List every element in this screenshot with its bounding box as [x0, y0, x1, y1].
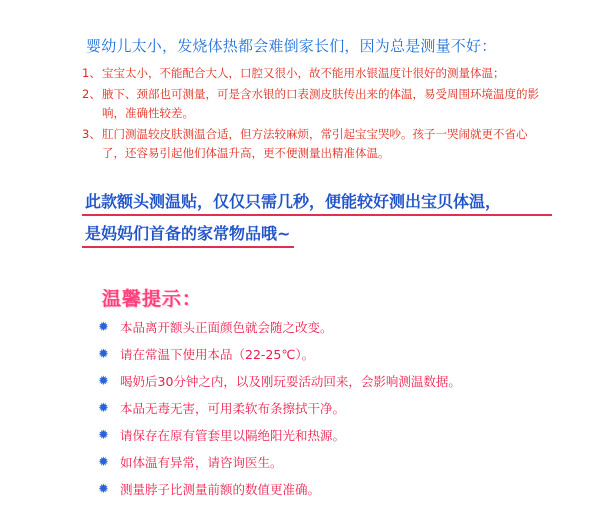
- tip-item: [98, 341, 548, 368]
- highlight-line-2: 是妈妈们首备的家常物品哦~: [82, 222, 294, 248]
- tip-text: 测量脖子比测量前额的数值更准确。: [120, 482, 321, 497]
- tip-item: [98, 476, 548, 503]
- star-bullet-icon: ✹: [98, 347, 109, 362]
- tip-item: [98, 449, 548, 476]
- reason-item: [82, 64, 544, 83]
- reason-item: [82, 125, 544, 163]
- tip-text: 请保存在原有管套里以隔绝阳光和热源。: [120, 428, 346, 443]
- tips-heading: 温馨提示：: [102, 288, 203, 310]
- tip-item: [98, 422, 548, 449]
- star-bullet-icon: ✹: [98, 455, 109, 470]
- tip-text: 请在常温下使用本品（22-25℃）。: [120, 347, 315, 362]
- tip-item: [98, 314, 548, 341]
- highlight-line-1: 此款额头测温贴，仅仅只需几秒，便能较好测出宝贝体温，: [82, 190, 552, 216]
- tip-text: 本品无毒无害，可用柔软布条擦拭干净。: [120, 401, 346, 416]
- tip-text: 如体温有异常，请咨询医生。: [120, 455, 283, 470]
- star-bullet-icon: ✹: [98, 374, 109, 389]
- reason-number: 3、: [82, 127, 101, 141]
- reasons-list: [82, 64, 544, 165]
- reason-number: 2、: [82, 87, 101, 101]
- star-bullet-icon: ✹: [98, 482, 109, 497]
- tip-text: 喝奶后30分钟之内，以及刚玩耍活动回来，会影响测温数据。: [120, 374, 461, 389]
- reason-text: 宝宝太小，不能配合大人，口腔又很小，故不能用水银温度计很好的测量体温；: [102, 66, 505, 80]
- tip-item: [98, 368, 548, 395]
- reason-item: [82, 85, 544, 123]
- tips-list: [98, 314, 548, 503]
- reason-number: 1、: [82, 66, 101, 80]
- star-bullet-icon: ✹: [98, 401, 109, 416]
- intro-heading: 婴幼儿太小，发烧体热都会难倒家长们，因为总是测量不好：: [86, 37, 497, 55]
- reason-text: 肛门测温较皮肤测温合适，但方法较麻烦，常引起宝宝哭吵。孩子一哭闹就更不省心了，还容易引起他们体温升高，更不便测量出精准体温。: [102, 127, 528, 160]
- star-bullet-icon: ✹: [98, 320, 109, 335]
- product-highlight: [82, 190, 552, 254]
- tip-text: 本品离开额头正面颜色就会随之改变。: [120, 320, 333, 335]
- star-bullet-icon: ✹: [98, 428, 109, 443]
- tip-item: [98, 395, 548, 422]
- reason-text: 腋下、颈部也可测量，可是含水银的口表测皮肤传出来的体温，易受周围环境温度的影响，准确性较差。: [102, 87, 539, 120]
